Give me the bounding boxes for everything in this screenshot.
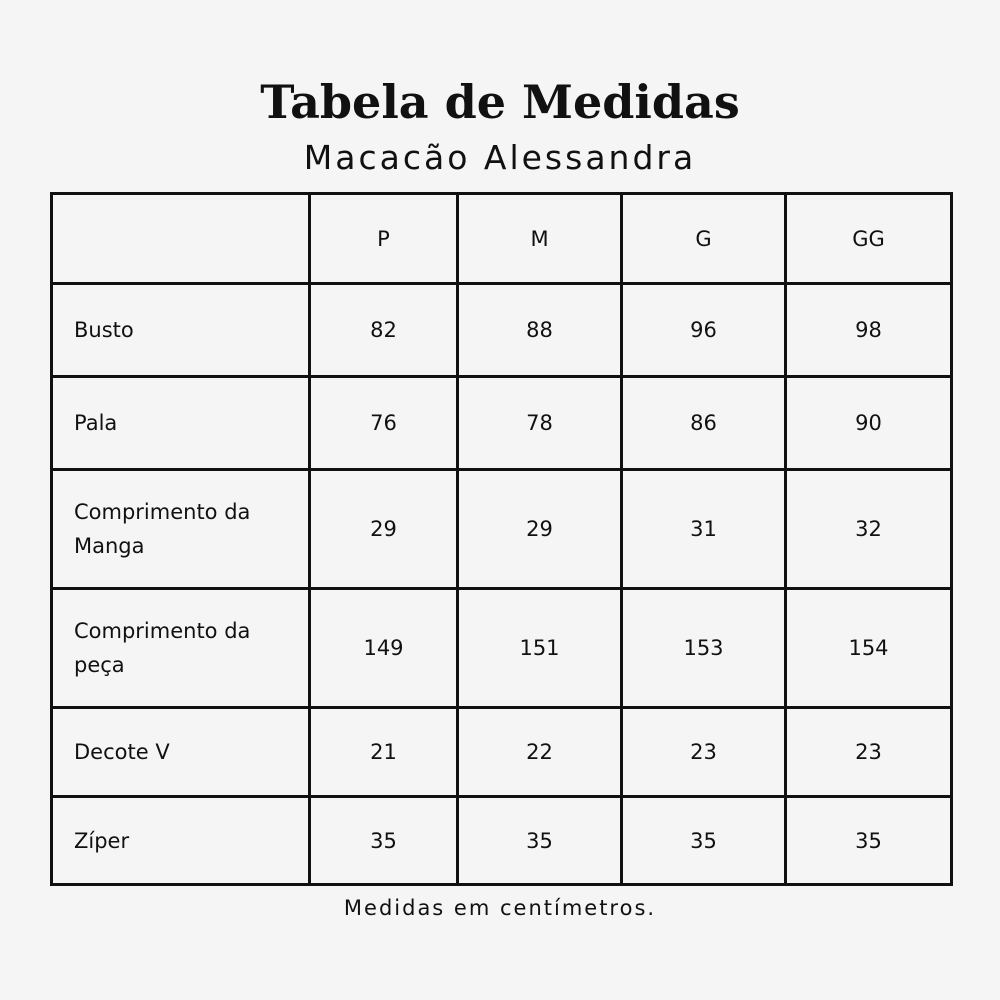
table-cell: 86 [622, 377, 786, 470]
table-cell: 96 [622, 284, 786, 377]
table-cell: 76 [310, 377, 458, 470]
table-cell: 21 [310, 708, 458, 797]
table-row-decote-v [52, 708, 952, 797]
table-cell: 35 [458, 797, 622, 885]
header-cell-p: P [310, 194, 458, 284]
page-subtitle: Macacão Alessandra [303, 138, 697, 177]
row-label: Zíper [52, 797, 310, 885]
row-label: Comprimento da peça [52, 589, 310, 708]
row-label: Busto [52, 284, 310, 377]
table-cell: 35 [622, 797, 786, 885]
row-label: Comprimento da Manga [52, 470, 310, 589]
table-cell: 98 [786, 284, 952, 377]
row-label: Pala [52, 377, 310, 470]
table-cell: 88 [458, 284, 622, 377]
table-row-comprimento-manga [52, 470, 952, 589]
size-table [50, 192, 953, 886]
table-row-comprimento-peca [52, 589, 952, 708]
table-cell: 35 [786, 797, 952, 885]
table-cell: 29 [458, 470, 622, 589]
page-title: Tabela de Medidas [260, 75, 740, 129]
table-cell: 35 [310, 797, 458, 885]
row-label: Decote V [52, 708, 310, 797]
table-cell: 22 [458, 708, 622, 797]
table-cell: 78 [458, 377, 622, 470]
table-header-row [52, 194, 952, 284]
table-cell: 29 [310, 470, 458, 589]
header-cell-m: M [458, 194, 622, 284]
table-row-busto [52, 284, 952, 377]
header-cell-gg: GG [786, 194, 952, 284]
footnote: Medidas em centímetros. [343, 896, 657, 920]
table-row-pala [52, 377, 952, 470]
table-row-ziper [52, 797, 952, 885]
table-cell: 154 [786, 589, 952, 708]
table-cell: 31 [622, 470, 786, 589]
table-cell: 149 [310, 589, 458, 708]
header-cell-g: G [622, 194, 786, 284]
table-cell: 23 [622, 708, 786, 797]
table-cell: 90 [786, 377, 952, 470]
header-cell-empty [52, 194, 310, 284]
table-cell: 23 [786, 708, 952, 797]
table-cell: 32 [786, 470, 952, 589]
table-cell: 151 [458, 589, 622, 708]
table-cell: 82 [310, 284, 458, 377]
table-cell: 153 [622, 589, 786, 708]
